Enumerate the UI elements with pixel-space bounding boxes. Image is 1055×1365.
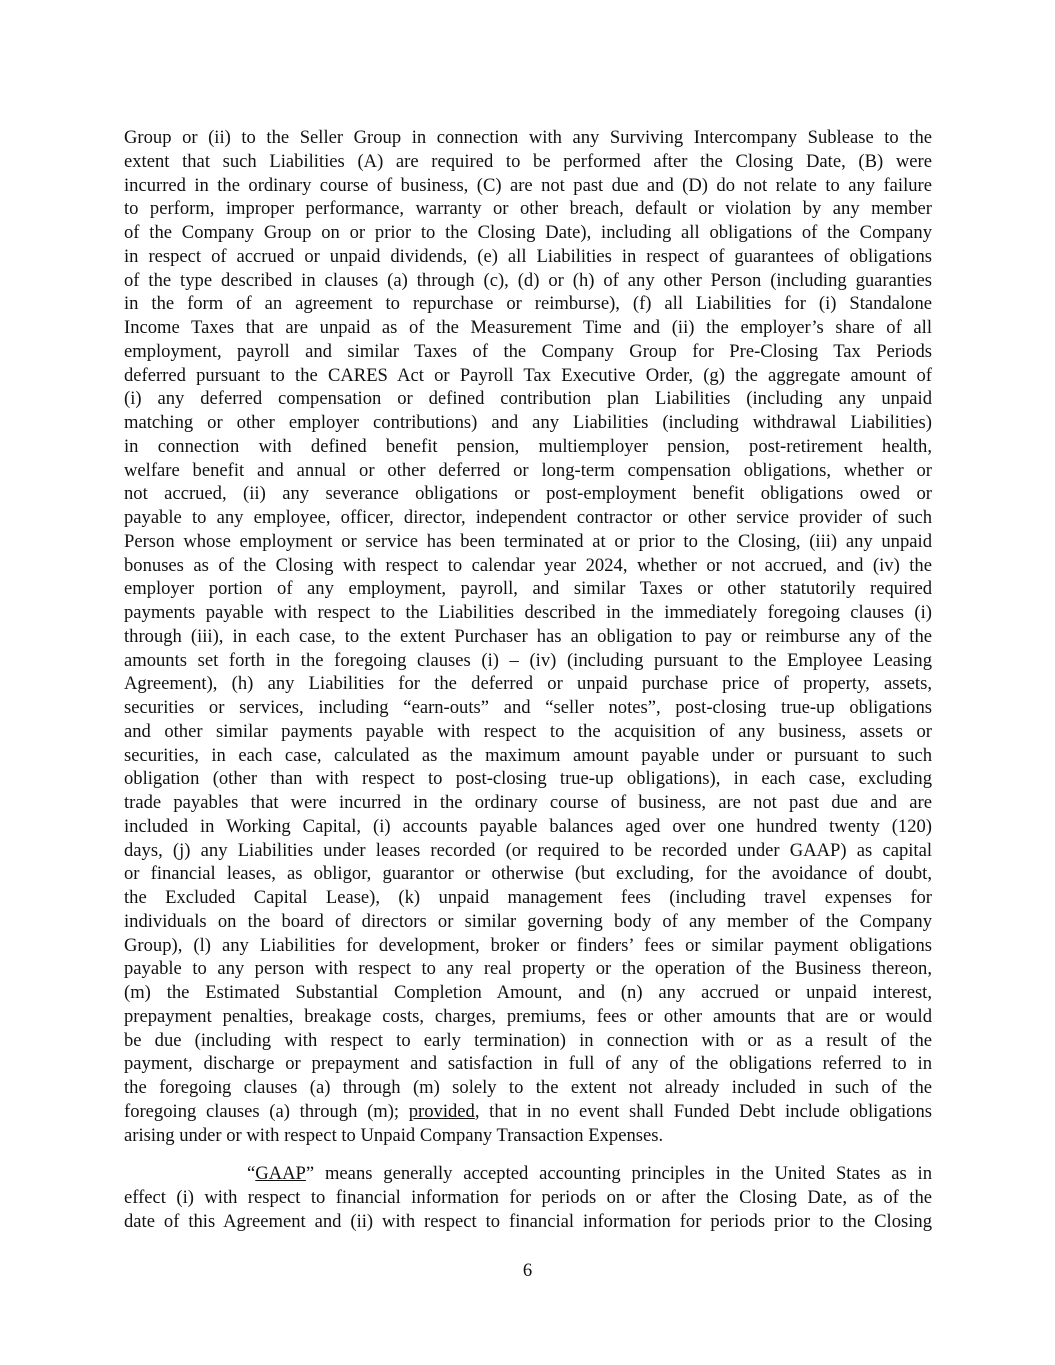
page-number: 6 xyxy=(522,1260,533,1281)
defined-term-gaap: GAAP xyxy=(255,1163,306,1184)
text-line: effect (i) with respect to financial information for periods on or after the Closing Date, as of the xyxy=(124,1186,932,1208)
text-line: the foregoing clauses (a) through (m) solely to the extent not already included in such of the xyxy=(124,1077,932,1098)
text-line: in connection with defined benefit pension, multiemployer pension, post-retirement health, xyxy=(124,435,932,457)
text-line: of the Company Group on or prior to the Closing Date), including all obligations of the Company xyxy=(124,222,932,243)
text-line: the Excluded Capital Lease), (k) unpaid management fees (including travel expenses for xyxy=(124,887,932,908)
funded-debt-definition-paragraph xyxy=(124,126,932,1147)
text-line: be due (including with respect to early termination) in connection with or as a result of the xyxy=(124,1029,932,1051)
text-line: days, (j) any Liabilities under leases recorded (or required to be recorded under GAAP) as capital xyxy=(124,839,932,861)
text-line: bonuses as of the Closing with respect to calendar year 2024, whether or not accrued, and (iv) the xyxy=(124,554,932,576)
open-quote: “ xyxy=(247,1163,256,1184)
text-fragment: ” means generally accepted accounting principles in the United States as in xyxy=(305,1163,932,1184)
text-line: Agreement), (h) any Liabilities for the deferred or unpaid purchase price of property, assets, xyxy=(124,673,932,695)
text-line: individuals on the board of directors or similar governing body of any member of the Company xyxy=(124,910,932,932)
text-line: (i) any deferred compensation or defined contribution plan Liabilities (including any unpaid xyxy=(124,388,932,410)
text-line: arising under or with respect to Unpaid Company Transaction Expenses. xyxy=(124,1124,664,1146)
text-line: prepayment penalties, breakage costs, charges, premiums, fees or other amounts that are or would xyxy=(124,1005,932,1027)
text-line-with-proviso xyxy=(124,1100,932,1124)
text-line: to perform, improper performance, warranty or other breach, default or violation by any member xyxy=(124,198,932,220)
text-line: securities, in each case, calculated as the maximum amount payable under or pursuant to such xyxy=(124,744,932,766)
text-line: through (iii), in each case, to the extent Purchaser has an obligation to pay or reimburse any of the xyxy=(124,625,932,647)
text-line: obligation (other than with respect to post-closing true-up obligations), in each case, excluding xyxy=(124,768,932,790)
text-line: Group or (ii) to the Seller Group in connection with any Surviving Intercompany Sublease to the xyxy=(124,127,932,148)
gaap-definition-first-line xyxy=(124,1162,932,1186)
text-line: payable to any person with respect to any real property or the operation of the Business thereon, xyxy=(124,958,932,980)
text-line: extent that such Liabilities (A) are required to be performed after the Closing Date, (B) were xyxy=(124,150,932,172)
text-line: not accrued, (ii) any severance obligations or post-employment benefit obligations owed or xyxy=(124,483,932,505)
text-line: deferred pursuant to the CARES Act or Payroll Tax Executive Order, (g) the aggregate amount of xyxy=(124,364,932,386)
text-line: incurred in the ordinary course of business, (C) are not past due and (D) do not relate to any failure xyxy=(124,174,932,196)
text-line: welfare benefit and annual or other deferred or long-term compensation obligations, whether or xyxy=(124,459,932,481)
provided-term: provided xyxy=(408,1100,475,1122)
text-line: securities or services, including “earn-outs” and “seller notes”, post-closing true-up obligations xyxy=(124,697,932,718)
text-fragment: foregoing clauses (a) through (m); xyxy=(124,1100,409,1122)
text-line: payment, discharge or prepayment and satisfaction in full of any of the obligations referred to in xyxy=(124,1053,932,1075)
text-line: employer portion of any employment, payroll, and similar Taxes or other statutorily required xyxy=(124,578,932,600)
text-fragment: , that in no event shall Funded Debt include obligations xyxy=(474,1100,932,1122)
text-line: included in Working Capital, (i) accounts payable balances aged over one hundred twenty (120) xyxy=(124,815,932,837)
text-line: payments payable with respect to the Liabilities described in the immediately foregoing clauses (i) xyxy=(124,602,932,623)
gaap-definition-paragraph xyxy=(124,1162,932,1233)
text-line: trade payables that were incurred in the ordinary course of business, are not past due and are xyxy=(124,792,932,813)
text-line: (m) the Estimated Substantial Completion Amount, and (n) any accrued or unpaid interest, xyxy=(124,982,932,1003)
text-line: Person whose employment or service has been terminated at or prior to the Closing, (iii) any unpaid xyxy=(124,530,932,552)
text-line: in respect of accrued or unpaid dividends, (e) all Liabilities in respect of guarantees of obligations xyxy=(124,245,932,267)
text-line: date of this Agreement and (ii) with respect to financial information for periods prior to the Closing xyxy=(124,1210,932,1232)
text-line: matching or other employer contributions) and any Liabilities (including withdrawal Liabilities) xyxy=(124,412,932,433)
text-line: in the form of an agreement to repurchase or reimburse), (f) all Liabilities for (i) Standalone xyxy=(124,293,932,315)
text-line: Group), (l) any Liabilities for development, broker or finders’ fees or similar payment obligations xyxy=(124,934,932,956)
text-line: and other similar payments payable with respect to the acquisition of any business, assets or xyxy=(124,720,932,742)
text-line: employment, payroll and similar Taxes of the Company Group for Pre-Closing Tax Periods xyxy=(124,340,932,362)
text-line: Income Taxes that are unpaid as of the Measurement Time and (ii) the employer’s share of all xyxy=(124,317,932,338)
text-line: payable to any employee, officer, director, independent contractor or other service provider of such xyxy=(124,507,932,528)
text-line: of the type described in clauses (a) through (c), (d) or (h) of any other Person (including guaranties xyxy=(124,269,932,291)
text-line: or financial leases, as obligor, guarantor or otherwise (but excluding, for the avoidance of doubt, xyxy=(124,863,932,885)
text-line: amounts set forth in the foregoing clauses (i) – (iv) (including pursuant to the Employee Leasing xyxy=(124,649,932,671)
